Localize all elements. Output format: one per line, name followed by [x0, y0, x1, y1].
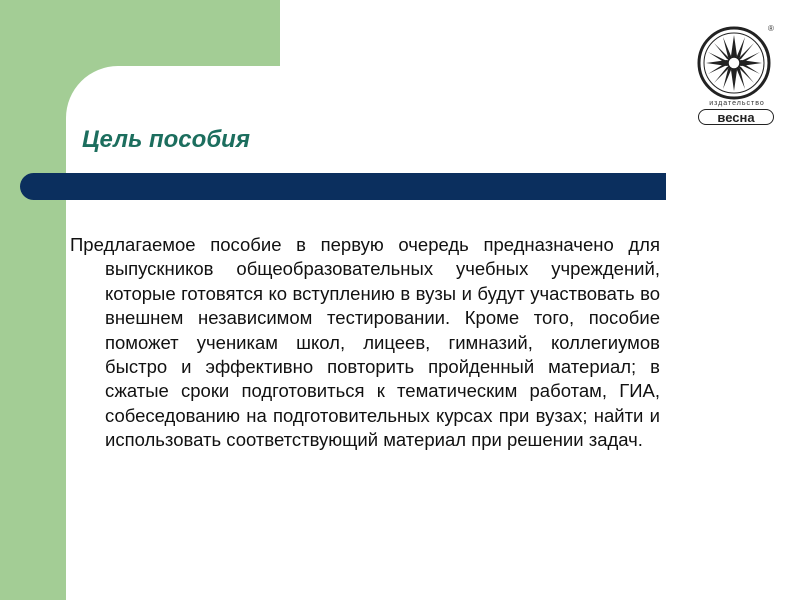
star-emblem-icon [696, 26, 772, 100]
slide-title: Цель пособия [82, 126, 250, 153]
logo-subtitle: издательство [709, 100, 765, 107]
registered-mark: ® [768, 24, 774, 33]
publisher-logo [696, 26, 778, 128]
body-paragraph: Предлагаемое пособие в первую очередь предназначено для выпускников общеобразовательных учебных учреждений, которые готовятся ко вступлению в вузы и будут участвовать во внешнем независимом тестировании. Кроме того, пособие поможет ученикам школ, лицеев, гимназий, коллегиумов быстро и эффективно повторить пройденный материал; в сжатые сроки подготовиться к тематическим работам, ГИА, собеседованию на подготовительных курсах при вузах; найти и использовать соответствующий материал при решении задач. [70, 234, 660, 451]
slide-body [70, 233, 660, 453]
title-divider-bar [20, 173, 666, 200]
logo-name: весна [698, 109, 774, 125]
